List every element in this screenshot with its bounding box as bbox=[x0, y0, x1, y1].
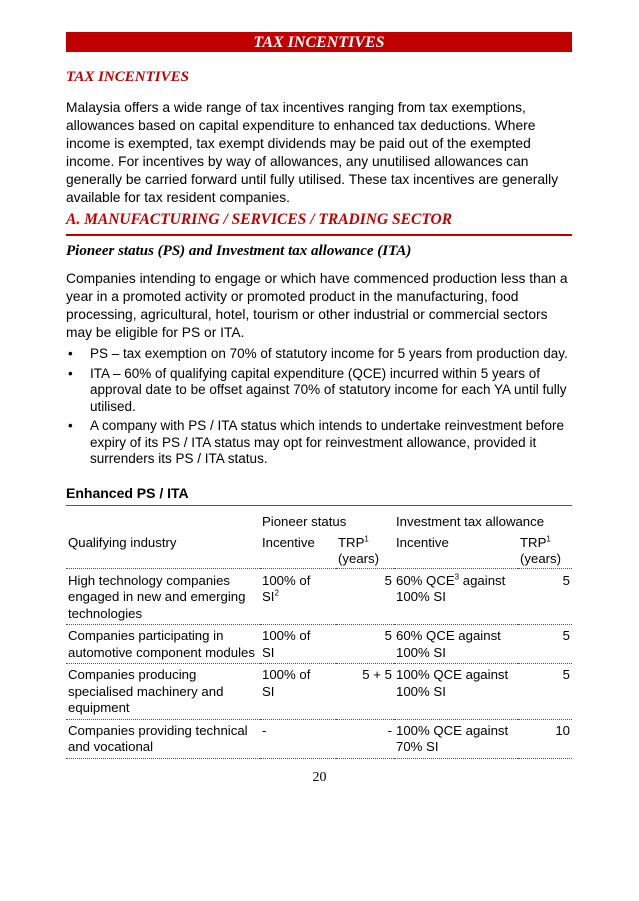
footnote-marker: 1 bbox=[546, 534, 551, 544]
col-years-label: (years) bbox=[338, 551, 380, 566]
col-trp bbox=[336, 531, 394, 569]
sector-heading-rule bbox=[66, 234, 572, 236]
intro-paragraph: Malaysia offers a wide range of tax incentives ranging from tax exemptions, allowances based on capital expenditure to enhanced tax deductions. Where income is exempted, tax exempt dividends may be paid out of the exempted income. For incentives by way of allowances, any unutilised allowances can generally be carried forward until fully utilised. These tax incentives are generally available for tax resident companies. bbox=[66, 100, 559, 205]
bullet-text: A company with PS / ITA status which intends to undertake reinvestment before expiry of its PS / ITA status may opt for reinvestment allowance, provided it surrenders its PS / ITA status. bbox=[90, 418, 564, 466]
cell-ita-incentive bbox=[394, 568, 518, 625]
cell-text: 100% SI bbox=[396, 589, 446, 604]
table-row bbox=[66, 664, 572, 720]
cell-ita-incentive bbox=[394, 664, 518, 720]
cell-ps-incentive bbox=[260, 625, 336, 664]
footnote-marker: 1 bbox=[364, 534, 369, 544]
cell-text: 100% QCE against bbox=[396, 667, 509, 682]
sector-heading: A. MANUFACTURING / SERVICES / TRADING SECTOR bbox=[66, 211, 453, 228]
cell-ita-incentive bbox=[394, 625, 518, 664]
cell-ps-trp: - bbox=[387, 722, 392, 738]
cell-text: 100% of bbox=[262, 667, 311, 682]
cell-ita-trp: 5 bbox=[562, 628, 570, 643]
cell-text: 100% SI bbox=[396, 644, 446, 660]
cell-ps-incentive: - bbox=[262, 722, 267, 738]
cell-text: SI bbox=[262, 589, 275, 604]
col-trp-label: TRP bbox=[520, 534, 547, 550]
group-pioneer-status: Pioneer status bbox=[262, 514, 347, 529]
list-item bbox=[66, 418, 572, 468]
cell-ita-trp: 5 bbox=[562, 667, 570, 682]
col-trp-ita bbox=[518, 531, 572, 569]
cell-ita-trp: 10 bbox=[555, 722, 570, 738]
col-years-label: (years) bbox=[520, 551, 562, 566]
cell-industry: High technology companies engaged in new and emerging technologies bbox=[68, 572, 246, 621]
bullet-icon: • bbox=[68, 346, 73, 361]
footnote-marker: 2 bbox=[274, 588, 279, 598]
col-trp-label: TRP bbox=[338, 534, 365, 550]
sub-heading: Pioneer status (PS) and Investment tax allowance (ITA) bbox=[66, 243, 412, 259]
cell-industry: Companies providing technical and vocational bbox=[68, 722, 248, 754]
table-row bbox=[66, 568, 572, 625]
cell-ita-incentive bbox=[394, 719, 518, 758]
bullet-icon: • bbox=[68, 418, 73, 433]
page-banner: TAX INCENTIVES bbox=[66, 32, 572, 52]
cell-text: 70% SI bbox=[396, 739, 439, 754]
cell-ita-trp: 5 bbox=[562, 572, 570, 588]
cell-ps-incentive bbox=[260, 664, 336, 720]
table-row bbox=[66, 625, 572, 664]
cell-text: 100% of bbox=[262, 628, 311, 643]
table-row bbox=[66, 719, 572, 758]
cell-ps-trp: 5 bbox=[384, 572, 392, 588]
cell-text: SI bbox=[262, 644, 275, 660]
list-item bbox=[66, 346, 572, 363]
col-incentive-ita: Incentive bbox=[396, 534, 449, 550]
cell-industry: Companies participating in automotive component modules bbox=[68, 628, 255, 660]
cell-ps-incentive bbox=[260, 568, 336, 625]
group-investment-tax-allowance: Investment tax allowance bbox=[396, 514, 545, 529]
cell-ps-trp: 5 bbox=[384, 628, 392, 643]
bullet-text: ITA – 60% of qualifying capital expenditure (QCE) incurred within 5 years of approval date to be offset against 70% of statutory income for each YA until fully utilised. bbox=[90, 365, 567, 414]
bullet-list bbox=[66, 346, 572, 471]
cell-text: 100% SI bbox=[396, 683, 446, 699]
page-number: 20 bbox=[312, 770, 327, 785]
ps-intro-paragraph: Companies intending to engage or which have commenced production less than a year in a promoted activity or promoted product in the manufacturing, food processing, agricultural, hotel, tourism or other industrial or commercial sectors may be eligible for PS or ITA. bbox=[66, 271, 568, 340]
col-incentive: Incentive bbox=[262, 534, 315, 550]
incentive-table bbox=[66, 505, 572, 759]
cell-ps-trp: 5 + 5 bbox=[362, 667, 392, 682]
footnote-marker: 3 bbox=[454, 572, 460, 582]
list-item bbox=[66, 366, 572, 416]
bullet-text: PS – tax exemption on 70% of statutory income for 5 years from production day. bbox=[90, 346, 568, 361]
section-title: TAX INCENTIVES bbox=[66, 69, 189, 85]
cell-text: 100% of bbox=[262, 572, 311, 588]
cell-text: 100% QCE against bbox=[396, 722, 509, 738]
table-column-header bbox=[66, 531, 572, 569]
bullet-icon: • bbox=[68, 365, 73, 381]
table-group-header bbox=[66, 506, 572, 531]
cell-text: 60% QCE bbox=[396, 572, 455, 588]
table-title: Enhanced PS / ITA bbox=[66, 485, 189, 501]
cell-industry: Companies producing specialised machinery and equipment bbox=[68, 667, 224, 715]
cell-text: against bbox=[459, 572, 506, 588]
col-qualifying-industry: Qualifying industry bbox=[68, 534, 177, 550]
cell-text: 60% QCE against bbox=[396, 628, 501, 643]
cell-text: SI bbox=[262, 683, 275, 699]
